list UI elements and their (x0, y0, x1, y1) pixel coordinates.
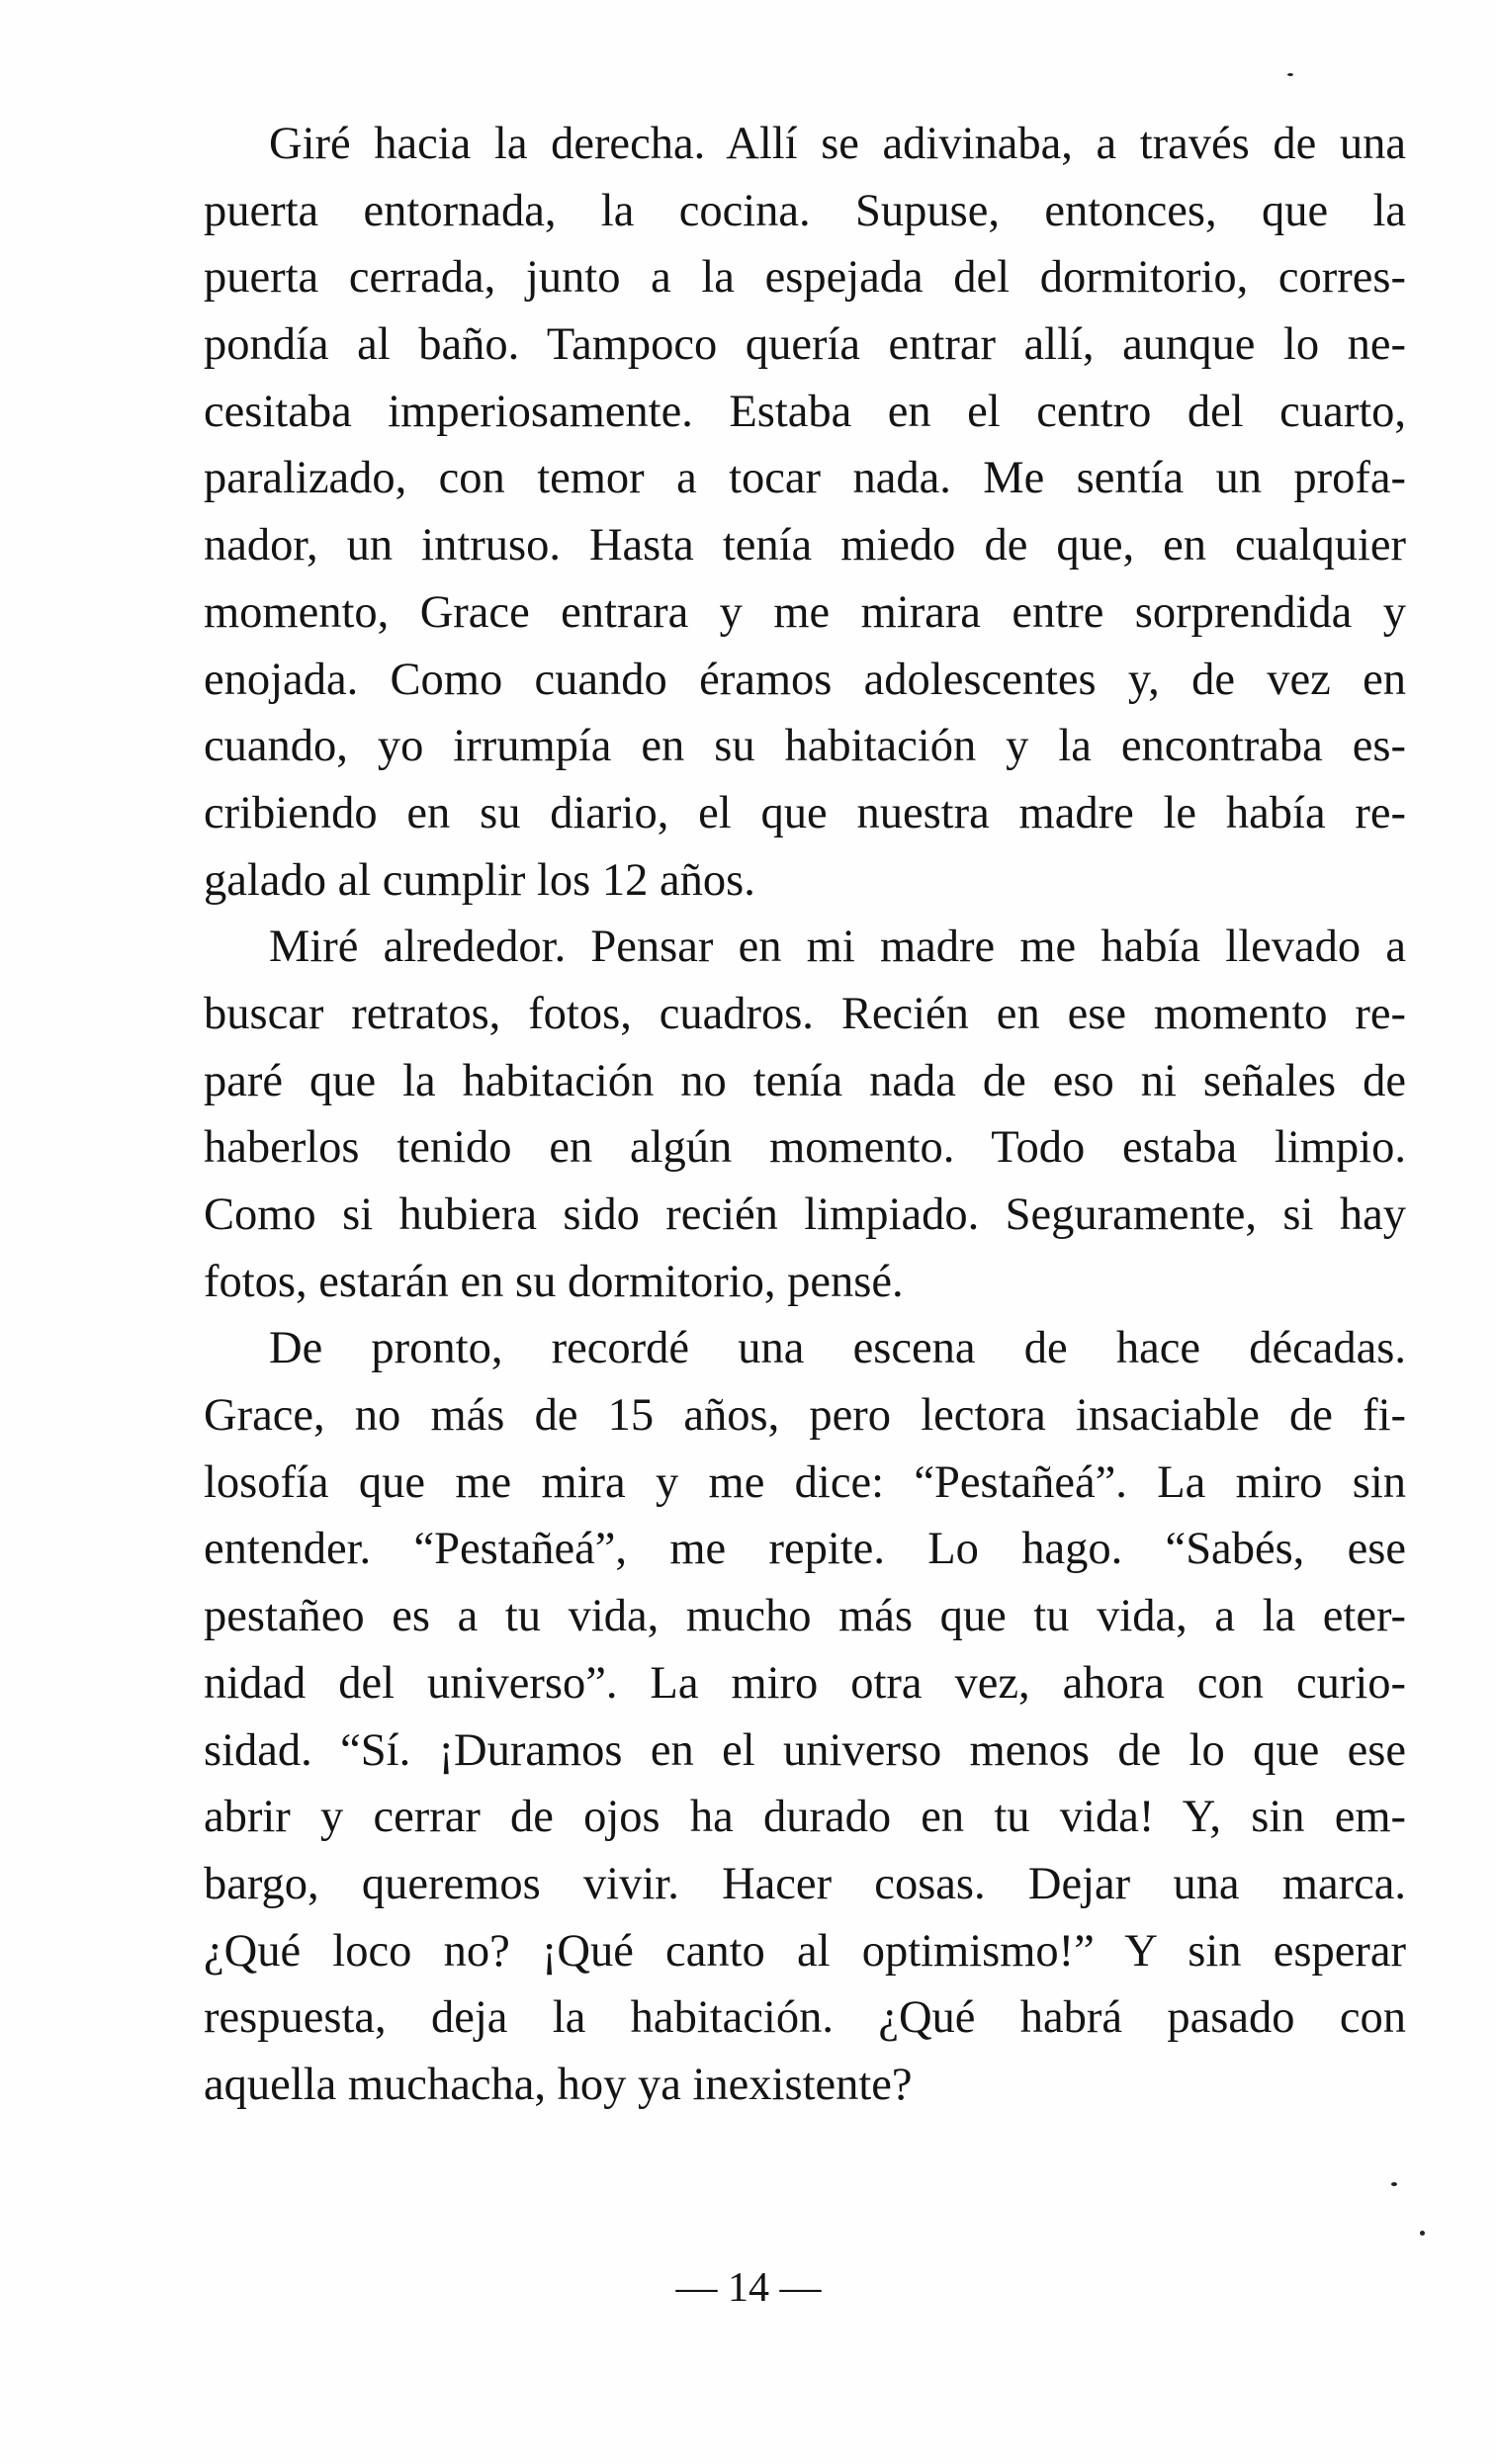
page-number: — 14 — (675, 2265, 822, 2311)
scan-speck (1391, 2182, 1397, 2186)
text-line: galado al cumplir los 12 años. (204, 854, 755, 906)
text-line: Miré alrededor. Pensar en mi madre me había llevado a (269, 922, 1406, 973)
text-line: haberlos tenido en algún momento. Todo estaba limpio. (204, 1122, 1406, 1174)
paragraph-3 (204, 1315, 1406, 2118)
text-line: bargo, queremos vivir. Hacer cosas. Dejar una marca. (204, 1858, 1406, 1909)
text-line: puerta cerrada, junto a la espejada del dormitorio, corres- (204, 252, 1406, 304)
text-line: Grace, no más de 15 años, pero lectora insaciable de fi- (204, 1390, 1406, 1442)
text-line: De pronto, recordé una escena de hace décadas. (269, 1323, 1406, 1374)
text-line: ¿Qué loco no? ¡Qué canto al optimismo!” Y sin esperar (204, 1925, 1406, 1977)
text-line: paré que la habitación no tenía nada de eso ni señales de (204, 1055, 1406, 1106)
text-line: fotos, estarán en su dormitorio, pensé. (204, 1256, 904, 1307)
text-line: entender. “Pestañeá”, me repite. Lo hago. “Sabés, ese (204, 1524, 1406, 1575)
text-line: losofía que me mira y me dice: “Pestañeá”. La miro sin (204, 1456, 1406, 1508)
text-line: paralizado, con temor a tocar nada. Me sentía un profa- (204, 453, 1406, 504)
text-line: sidad. “Sí. ¡Duramos en el universo menos de lo que ese (204, 1724, 1406, 1776)
text-line: cribiendo en su diario, el que nuestra madre le había re- (204, 787, 1406, 838)
text-line: cuando, yo irrumpía en su habitación y la encontraba es- (204, 721, 1406, 772)
paragraph-1 (204, 111, 1406, 914)
text-line: buscar retratos, fotos, cuadros. Recién en ese momento re- (204, 988, 1406, 1039)
text-line: Giré hacia la derecha. Allí se adivinaba, a través de una (269, 119, 1406, 169)
text-line: momento, Grace entrara y me mirara entre sorprendida y (204, 586, 1406, 638)
paragraph-2 (204, 914, 1406, 1315)
text-line: abrir y cerrar de ojos ha durado en tu vida! Y, sin em- (204, 1792, 1406, 1843)
text-line: nidad del universo”. La miro otra vez, ahora con curio- (204, 1657, 1406, 1709)
text-line: puerta entornada, la cocina. Supuse, entonces, que la (204, 185, 1406, 236)
text-line: nador, un intruso. Hasta tenía miedo de que, en cualquier (204, 520, 1406, 572)
text-line: aquella muchacha, hoy ya inexistente? (204, 2059, 913, 2110)
text-line: enojada. Como cuando éramos adolescentes y, de vez en (204, 654, 1406, 705)
scan-speck (1287, 73, 1293, 76)
text-line: pestañeo es a tu vida, mucho más que tu vida, a la eter- (204, 1591, 1406, 1642)
text-line: pondía al baño. Tampoco quería entrar allí, aunque lo ne- (204, 319, 1406, 371)
text-line: Como si hubiera sido recién limpiado. Seguramente, si hay (204, 1189, 1406, 1240)
body-text (204, 111, 1406, 2119)
text-line: respuesta, deja la habitación. ¿Qué habrá pasado con (204, 1992, 1406, 2044)
text-line: cesitaba imperiosamente. Estaba en el centro del cuarto, (204, 386, 1406, 437)
scan-speck (1420, 2231, 1425, 2236)
